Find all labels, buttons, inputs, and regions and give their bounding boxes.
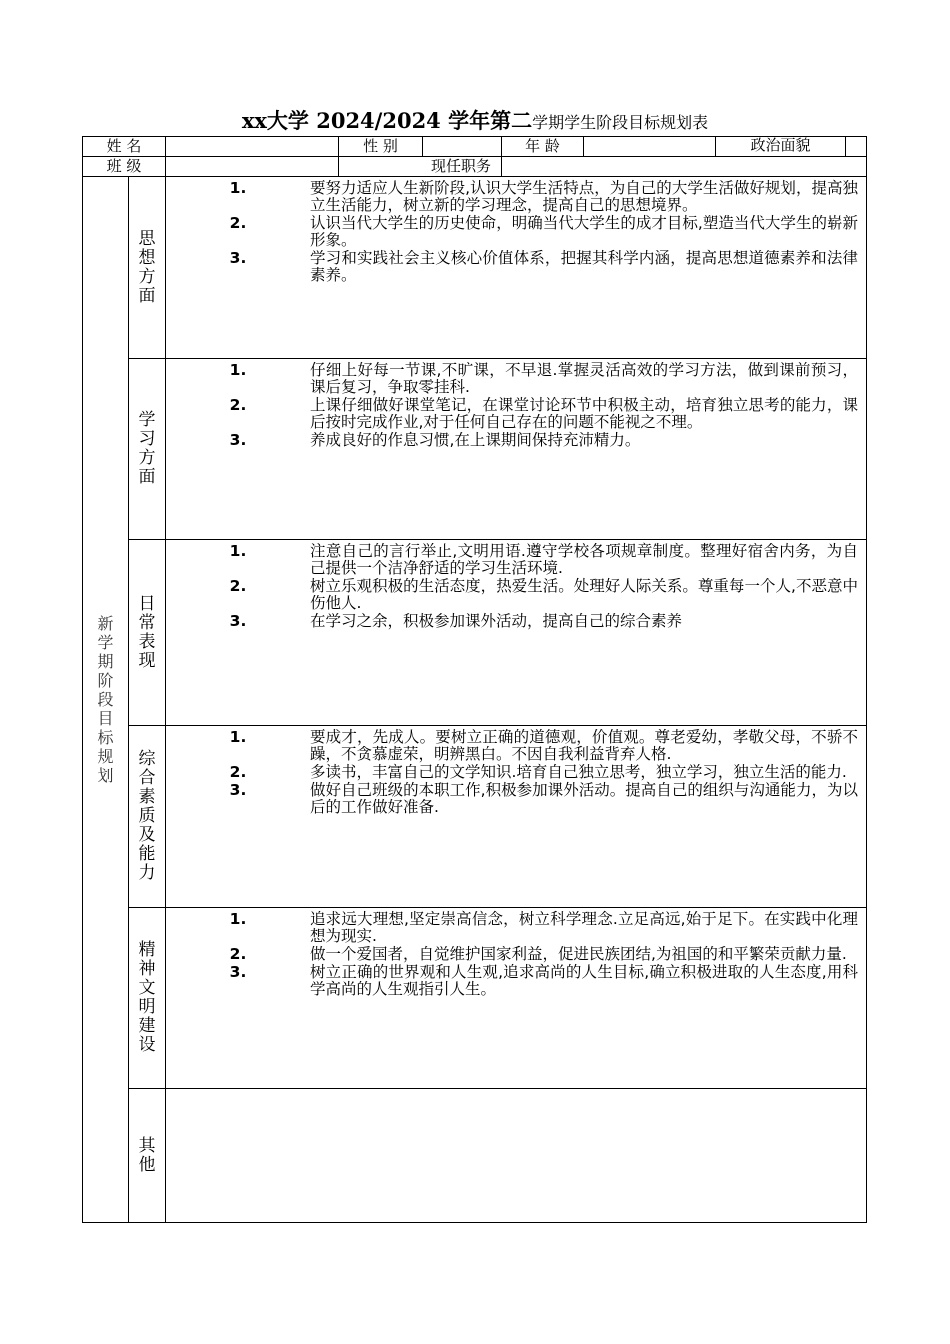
section-content-empty[interactable]	[166, 1089, 867, 1223]
list-item	[166, 432, 866, 449]
item-number: 1.	[229, 361, 247, 379]
section-row	[83, 540, 867, 726]
section-row	[83, 1089, 867, 1223]
item-text: 树立正确的世界观和人生观,追求高尚的人生目标,确立积极进取的人生态度,用科学高尚的人生观指引人生。	[310, 963, 858, 998]
title-bold-part: xx大学 2024/2024 学年第二	[241, 108, 533, 133]
section-label-cell	[129, 1089, 166, 1223]
name-value[interactable]	[166, 137, 339, 157]
list-item	[166, 729, 866, 763]
title-rest-part: 学期学生阶段目标规划表	[532, 113, 709, 132]
section-row	[83, 359, 867, 540]
position-value[interactable]	[502, 157, 867, 177]
class-label: 班 级	[83, 157, 166, 177]
section-label: 精神文明建设	[138, 940, 156, 1055]
class-value[interactable]	[166, 157, 339, 177]
list-item	[166, 613, 866, 630]
section-label: 其他	[138, 1135, 156, 1175]
list-item	[166, 397, 866, 431]
item-number: 1.	[229, 542, 247, 560]
list-item	[166, 911, 866, 945]
list-item	[166, 215, 866, 249]
politics-label: 政治面貌	[750, 136, 811, 154]
section-label-cell	[129, 726, 166, 908]
item-text: 在学习之余，积极参加课外活动，提高自己的综合素养	[310, 612, 683, 630]
age-value[interactable]	[584, 137, 716, 157]
item-text: 注意自己的言行举止,文明用语.遵守学校各项规章制度。整理好宿舍内务，为自己提供一个洁净舒适的学习生活环境.	[310, 542, 858, 577]
item-text: 上课仔细做好课堂笔记，在课堂讨论环节中积极主动，培育独立思考的能力，课后按时完成作业,对于任何自己存在的问题不能视之不理。	[310, 396, 858, 431]
outer-label-cell	[83, 177, 129, 1223]
item-text: 做好自己班级的本职工作,积极参加课外活动。提高自己的组织与沟通能力，为以后的工作做好准备.	[310, 781, 858, 816]
item-number: 2.	[229, 214, 247, 232]
section-label: 综合素质及能力	[138, 749, 156, 883]
header-row-2	[83, 157, 867, 177]
header-row-1	[83, 137, 867, 157]
item-text: 做一个爱国者，自觉维护国家利益，促进民族团结,为祖国的和平繁荣贡献力量.	[310, 945, 847, 963]
position-label: 现任职务	[339, 157, 502, 177]
item-text: 追求远大理想,坚定崇高信念，树立科学理念.立足高远,始于足下。在实践中化理想为现实.	[310, 910, 858, 945]
item-number: 3.	[229, 612, 247, 630]
outer-label: 新学期阶段目标规划	[97, 614, 114, 785]
section-label-cell	[129, 540, 166, 726]
plan-table	[82, 136, 867, 1223]
name-label: 姓 名	[83, 137, 166, 157]
section-content	[166, 726, 867, 908]
list-item	[166, 543, 866, 577]
list-item	[166, 964, 866, 998]
section-content	[166, 177, 867, 359]
item-number: 3.	[229, 431, 247, 449]
section-label: 思想方面	[138, 228, 156, 306]
list-item	[166, 578, 866, 612]
section-label-cell	[129, 177, 166, 359]
list-item	[166, 764, 866, 781]
section-content	[166, 540, 867, 726]
section-content	[166, 908, 867, 1089]
list-item	[166, 362, 866, 396]
list-item	[166, 782, 866, 816]
item-number: 2.	[229, 577, 247, 595]
item-number: 2.	[229, 945, 247, 963]
section-label: 学习方面	[138, 410, 156, 487]
section-label: 日常表现	[138, 593, 156, 671]
gender-value[interactable]	[423, 137, 502, 157]
item-text: 要努力适应人生新阶段,认识大学生活特点，为自己的大学生活做好规划，提高独立生活能力，树立新的学习理念，提高自己的思想境界。	[310, 179, 858, 214]
item-number: 1.	[229, 179, 247, 197]
item-text: 学习和实践社会主义核心价值体系，把握其科学内涵，提高思想道德素养和法律素养。	[310, 249, 858, 284]
section-content	[166, 359, 867, 540]
section-row	[83, 908, 867, 1089]
item-text: 认识当代大学生的历史使命，明确当代大学生的成才目标,塑造当代大学生的崭新形象。	[310, 214, 858, 249]
list-item	[166, 946, 866, 963]
gender-label: 性 别	[339, 137, 423, 157]
politics-cell	[716, 137, 867, 157]
item-number: 1.	[229, 728, 247, 746]
section-label-cell	[129, 908, 166, 1089]
list-item	[166, 180, 866, 214]
item-number: 2.	[229, 396, 247, 414]
item-number: 2.	[229, 763, 247, 781]
item-number: 3.	[229, 963, 247, 981]
section-row	[83, 726, 867, 908]
item-number: 1.	[229, 910, 247, 928]
age-label: 年 龄	[502, 137, 584, 157]
section-row	[83, 177, 867, 359]
item-text: 养成良好的作息习惯,在上课期间保持充沛精力。	[310, 431, 641, 449]
item-number: 3.	[229, 249, 247, 267]
politics-value[interactable]	[846, 137, 866, 156]
item-number: 3.	[229, 781, 247, 799]
list-item	[166, 250, 866, 284]
document-title	[0, 105, 950, 135]
item-text: 仔细上好每一节课,不旷课，不早退.掌握灵活高效的学习方法，做到课前预习，课后复习，争取零挂科.	[310, 361, 858, 396]
item-text: 多读书，丰富自己的文学知识.培育自己独立思考，独立学习，独立生活的能力.	[310, 763, 847, 781]
section-label-cell	[129, 359, 166, 540]
item-text: 要成才，先成人。要树立正确的道德观，价值观。尊老爱幼，孝敬父母，不骄不躁，不贪慕虚荣，明辨黑白。不因自我利益背弃人格.	[310, 728, 858, 763]
item-text: 树立乐观积极的生活态度，热爱生活。处理好人际关系。尊重每一个人,不恶意中伤他人.	[310, 577, 858, 612]
